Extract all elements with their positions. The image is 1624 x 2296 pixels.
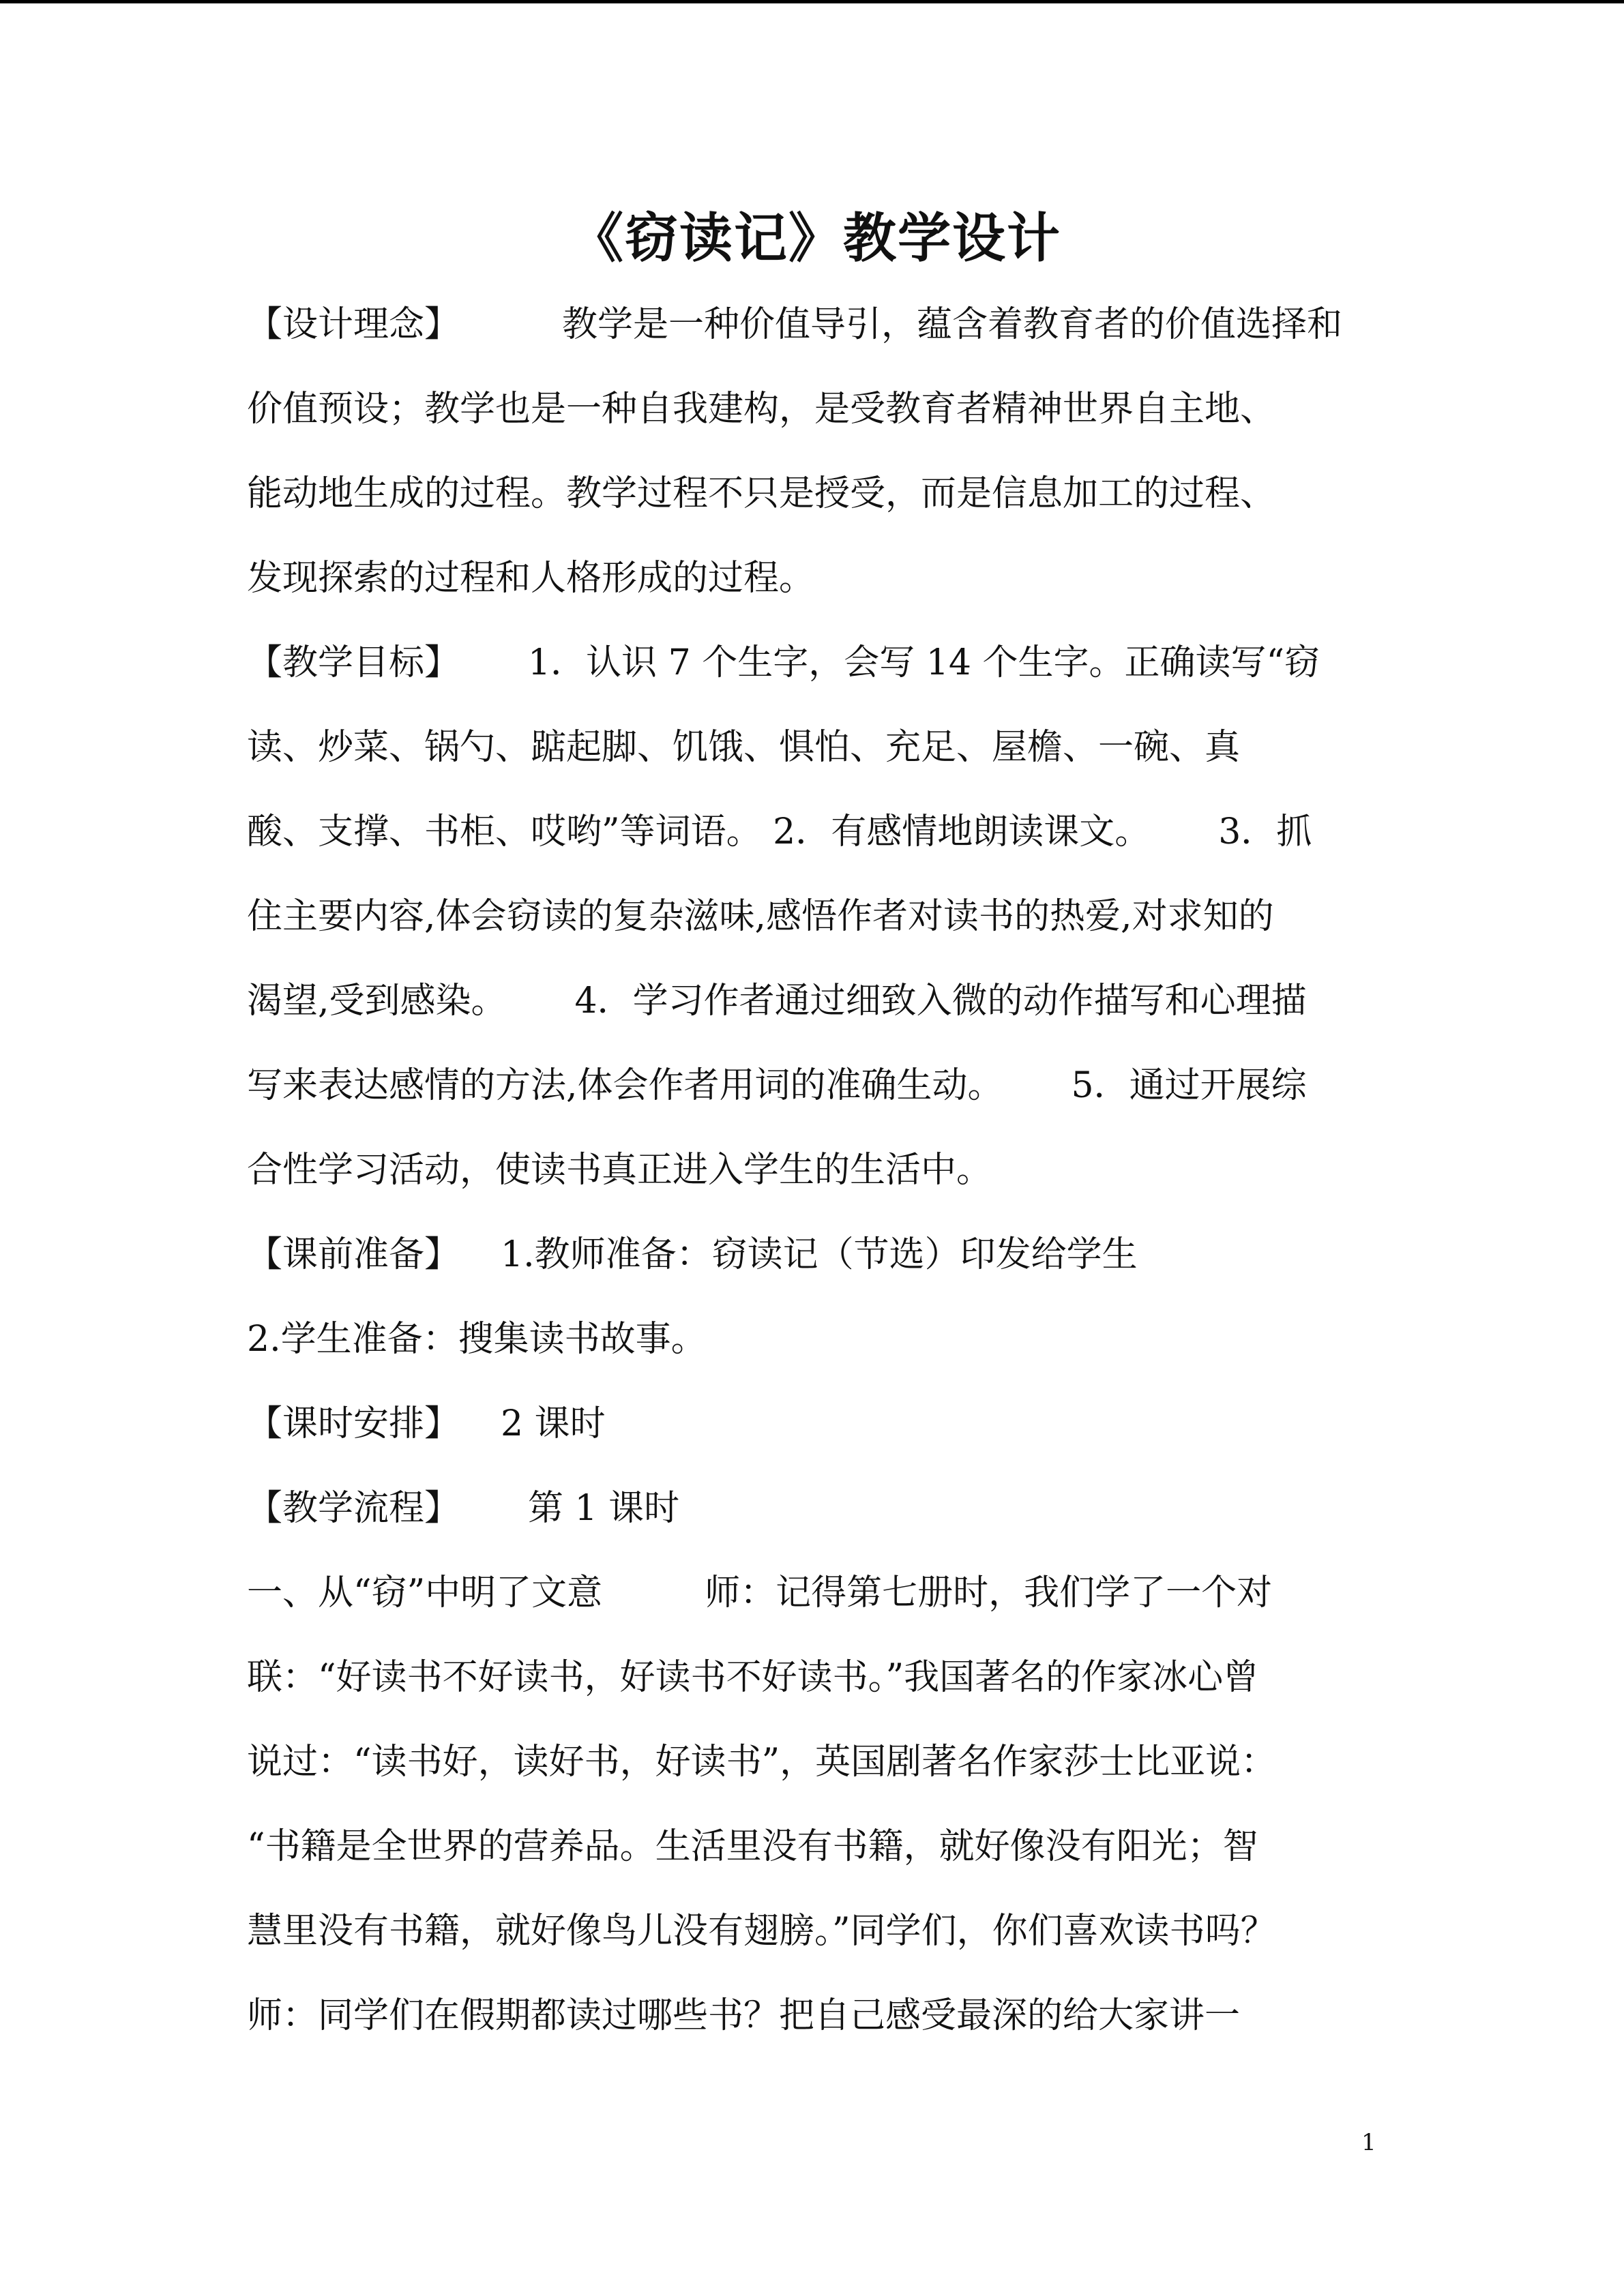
text-segment: 写来表达感情的方法,体会作者用词的准确生动。	[247, 1065, 1003, 1106]
text-line-13	[247, 1297, 1385, 1382]
text-segment: 师：记得第七册时，我们学了一个对	[705, 1572, 1273, 1613]
text-line-6	[247, 705, 1385, 790]
text-line-7	[247, 790, 1385, 874]
document-page	[247, 198, 1385, 2058]
text-segment: 2.学生准备：搜集读书故事。	[247, 1319, 707, 1360]
text-line-18	[247, 1720, 1385, 1804]
text-segment: 能动地生成的过程。教学过程不只是授受，而是信息加工的过程、	[247, 473, 1276, 514]
text-line-14	[247, 1382, 1385, 1466]
text-line-3	[247, 451, 1385, 536]
text-segment: 合性学习活动，使读书真正进入学生的生活中。	[247, 1150, 992, 1191]
text-line-17	[247, 1635, 1385, 1720]
top-border-rule	[0, 0, 1624, 3]
text-segment: 1.教师准备：窃读记（节选）印发给学生	[501, 1234, 1138, 1275]
text-line-12	[247, 1212, 1385, 1297]
text-segment: 渴望,受到感染。	[247, 981, 507, 1022]
section-heading-teaching-process: 【教学流程】	[247, 1488, 460, 1529]
text-segment: 教学是一种价值导引，蕴含着教育者的价值选择和	[562, 304, 1343, 345]
text-segment: “书籍是全世界的营养品。生活里没有书籍，就好像没有阳光；智	[247, 1826, 1258, 1867]
text-segment: 住主要内容,体会窃读的复杂滋味,感悟作者对读书的热爱,对求知的	[247, 896, 1274, 937]
text-segment: 1．认识 7 个生字，会写 14 个生字。正确读写“窃	[528, 642, 1320, 683]
text-segment: 联：“好读书不好读书，好读书不好读书。”我国著名的作家冰心曾	[247, 1657, 1259, 1698]
document-title: 《窃读记》教学设计	[570, 208, 1061, 269]
text-line-8	[247, 874, 1385, 959]
section-heading-schedule: 【课时安排】	[247, 1403, 460, 1444]
section-heading-teaching-goals: 【教学目标】	[247, 642, 460, 683]
text-line-15	[247, 1466, 1385, 1551]
text-line-19	[247, 1804, 1385, 1889]
text-segment: 说过：“读书好，读好书，好读书”，英国剧著名作家莎士比亚说：	[247, 1742, 1277, 1783]
text-line-20	[247, 1889, 1385, 1973]
page-number: 1	[1361, 2129, 1376, 2156]
text-segment: 酸、支撑、书柜、哎哟”等词语。 2．有感情地朗读课文。	[247, 811, 1151, 852]
text-segment: 慧里没有书籍，就好像鸟儿没有翅膀。”同学们，你们喜欢读书吗？	[247, 1911, 1276, 1952]
text-line-16	[247, 1551, 1385, 1635]
text-segment: 4．学习作者通过细致入微的动作描写和心理描	[574, 981, 1307, 1022]
text-segment: 2 课时	[501, 1403, 606, 1444]
text-line-11	[247, 1128, 1385, 1212]
text-line-10	[247, 1043, 1385, 1128]
text-segment: 第 1 课时	[528, 1488, 680, 1529]
text-line-9	[247, 959, 1385, 1043]
text-segment: 5．通过开展综	[1071, 1065, 1307, 1106]
text-segment: 3．抓	[1218, 811, 1312, 852]
text-line-5	[247, 621, 1385, 705]
section-heading-preparation: 【课前准备】	[247, 1234, 460, 1275]
section-heading-design-concept: 【设计理念】	[247, 304, 460, 345]
text-segment: 师：同学们在假期都读过哪些书？把自己感受最深的给大家讲一	[247, 1995, 1241, 2036]
text-line-2	[247, 367, 1385, 451]
text-segment: 发现探索的过程和人格形成的过程。	[247, 558, 815, 599]
text-line-21	[247, 1973, 1385, 2058]
subsection-heading: 一、从“窃”中明了文意	[247, 1572, 603, 1613]
text-segment: 读、炒菜、锅勺、踮起脚、饥饿、惧怕、充足、屋檐、一碗、真	[247, 727, 1241, 768]
text-line-4	[247, 536, 1385, 621]
text-segment: 价值预设；教学也是一种自我建构，是受教育者精神世界自主地、	[247, 389, 1276, 430]
text-line-1	[247, 282, 1385, 367]
